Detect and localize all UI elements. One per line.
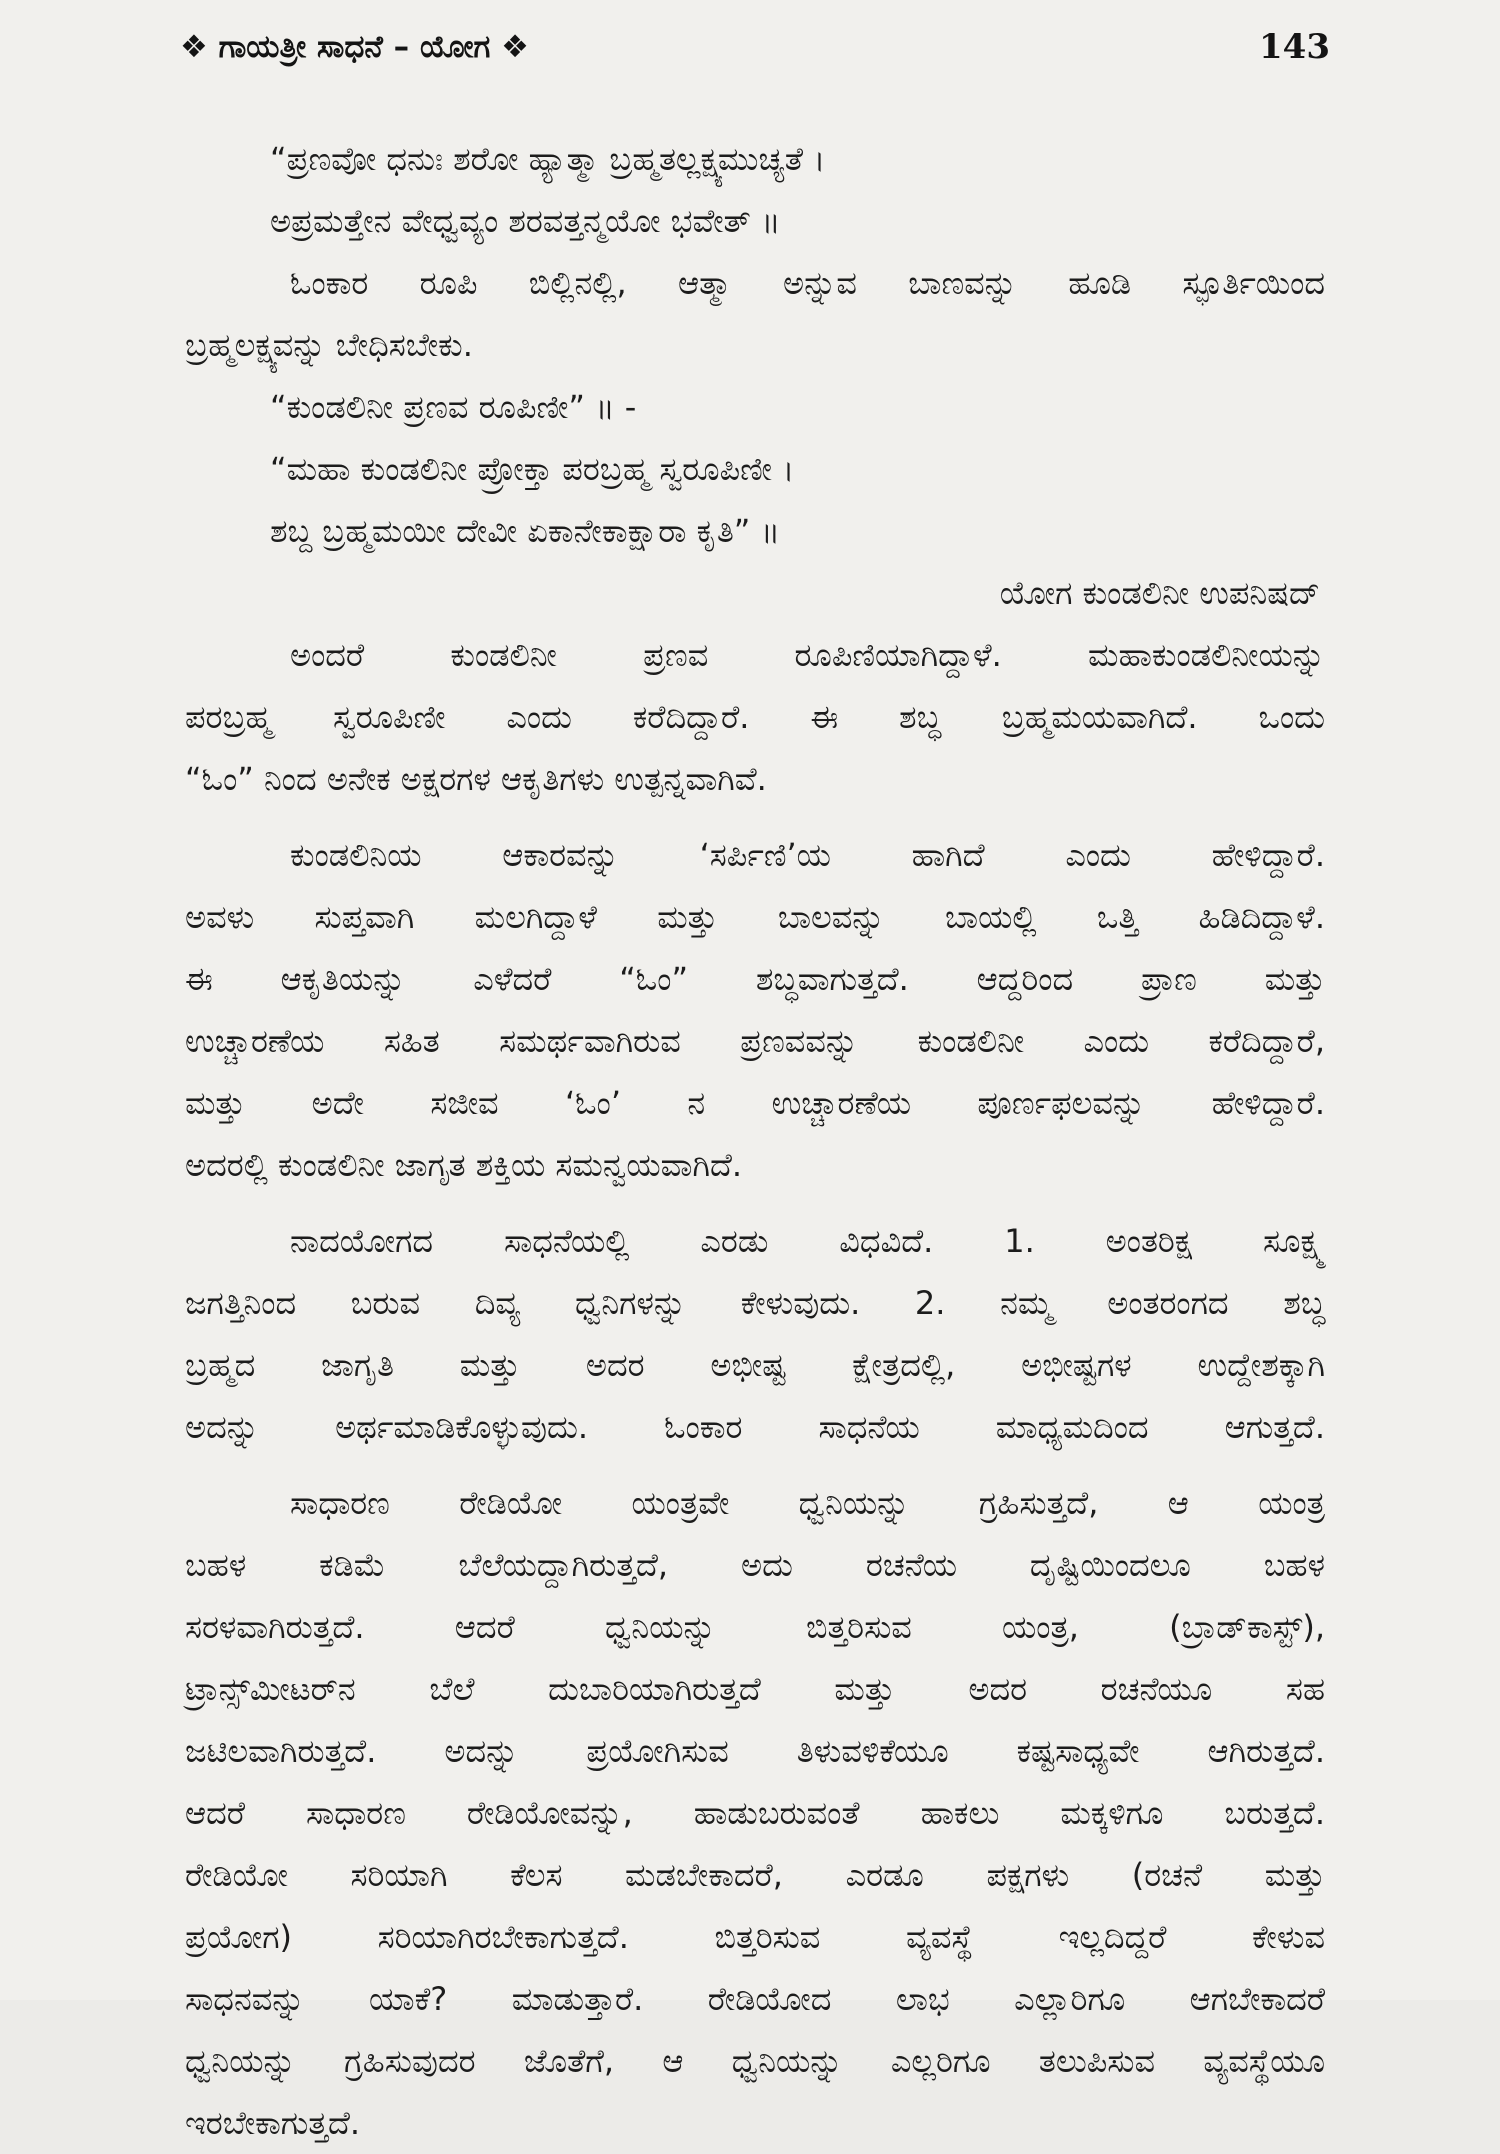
- text-line: ಈ ಆಕೃತಿಯನ್ನು ಎಳೆದರೆ “ಓಂ” ಶಬ್ಧವಾಗುತ್ತದೆ. ಆದ್ದರಿಂದ ಪ್ರಾಣ ಮತ್ತು: [185, 960, 1325, 998]
- text-line: ಸಾಧನವನ್ನು ಯಾಕೆ? ಮಾಡುತ್ತಾರೆ. ರೇಡಿಯೋದ ಲಾಭ ಎಲ್ಲಾರಿಗೂ ಆಗಬೇಕಾದರೆ: [185, 1980, 1325, 2018]
- verse-line: “ಕುಂಡಲಿನೀ ಪ್ರಣವ ರೂಪಿಣೀ” ॥ -: [270, 388, 637, 426]
- text-line: ಆದರೆ ಸಾಧಾರಣ ರೇಡಿಯೋವನ್ನು, ಹಾಡುಬರುವಂತೆ ಹಾಕಲು ಮಕ್ಕಳಿಗೂ ಬರುತ್ತದೆ.: [185, 1794, 1325, 1832]
- text-line: ಉಚ್ಚಾರಣೆಯ ಸಹಿತ ಸಮರ್ಥವಾಗಿರುವ ಪ್ರಣವವನ್ನು ಕುಂಡಲಿನೀ ಎಂದು ಕರೆದಿದ್ದಾರೆ,: [185, 1022, 1325, 1060]
- paragraph-2: [185, 824, 1325, 1196]
- text-line: ರೇಡಿಯೋ ಸರಿಯಾಗಿ ಕೆಲಸ ಮಡಬೇಕಾದರೆ, ಎರಡೂ ಪಕ್ಷಗಳು (ರಚನೆ ಮತ್ತು: [185, 1856, 1325, 1894]
- text-line: ಅದರಲ್ಲಿ ಕುಂಡಲಿನೀ ಜಾಗೃತ ಶಕ್ತಿಯ ಸಮನ್ವಯವಾಗಿದೆ.: [185, 1146, 743, 1184]
- text-line: ಮತ್ತು ಅದೇ ಸಜೀವ ‘ಓಂ’ ನ ಉಚ್ಚಾರಣೆಯ ಪೂರ್ಣಫಲವನ್ನು ಹೇಳಿದ್ದಾರೆ.: [185, 1084, 1325, 1122]
- explanation-paragraph: [185, 252, 1325, 376]
- text-line: ಪ್ರಯೋಗ) ಸರಿಯಾಗಿರಬೇಕಾಗುತ್ತದೆ. ಬಿತ್ತರಿಸುವ ವ್ಯವಸ್ಥೆ ಇಲ್ಲದಿದ್ದರೆ ಕೇಳುವ: [185, 1918, 1325, 1956]
- text-line: ಪರಬ್ರಹ್ಮ ಸ್ವರೂಪಿಣೀ ಎಂದು ಕರೆದಿದ್ದಾರೆ. ಈ ಶಬ್ಧ ಬ್ರಹ್ಮಮಯವಾಗಿದೆ. ಒಂದು: [185, 698, 1325, 736]
- paragraph-4: [185, 1472, 1325, 2154]
- text-line: ಇರಬೇಕಾಗುತ್ತದೆ.: [185, 2104, 361, 2142]
- text-line: ಜಗತ್ತಿನಿಂದ ಬರುವ ದಿವ್ಯ ಧ್ವನಿಗಳನ್ನು ಕೇಳುವುದು. 2. ನಮ್ಮ ಅಂತರಂಗದ ಶಬ್ಧ: [185, 1284, 1325, 1322]
- paragraph-1: [185, 624, 1325, 810]
- text-line: ಕುಂಡಲಿನಿಯ ಆಕಾರವನ್ನು ‘ಸರ್ಪಿಣಿ’ಯ ಹಾಗಿದೆ ಎಂದು ಹೇಳಿದ್ದಾರೆ.: [290, 836, 1325, 874]
- text-line: ಸಾಧಾರಣ ರೇಡಿಯೋ ಯಂತ್ರವೇ ಧ್ವನಿಯನ್ನು ಗ್ರಹಿಸುತ್ತದೆ, ಆ ಯಂತ್ರ: [290, 1484, 1325, 1522]
- text-line: “ಓಂ” ನಿಂದ ಅನೇಕ ಅಕ್ಷರಗಳ ಆಕೃತಿಗಳು ಉತ್ಪನ್ನವಾಗಿವೆ.: [185, 760, 767, 798]
- text-line: ಓಂಕಾರ ರೂಪಿ ಬಿಲ್ಲಿನಲ್ಲಿ, ಆತ್ಮಾ ಅನ್ನುವ ಬಾಣವನ್ನು ಹೂಡಿ ಸ್ಫೂರ್ತಿಯಿಂದ: [290, 264, 1325, 302]
- text-line: ಜಟಿಲವಾಗಿರುತ್ತದೆ. ಅದನ್ನು ಪ್ರಯೋಗಿಸುವ ತಿಳುವಳಿಕೆಯೂ ಕಷ್ಟಸಾಧ್ಯವೇ ಆಗಿರುತ್ತದೆ.: [185, 1732, 1325, 1770]
- running-title: ❖ ಗಾಯತ್ರೀ ಸಾಧನೆ – ಯೋಗ ❖: [180, 28, 529, 65]
- paragraph-3: [185, 1210, 1325, 1458]
- sanskrit-quote-2: [185, 376, 1325, 438]
- text-line: ಬ್ರಹ್ಮಲಕ್ಷ್ಯವನ್ನು ಬೇಧಿಸಬೇಕು.: [185, 326, 473, 364]
- text-line: ನಾದಯೋಗದ ಸಾಧನೆಯಲ್ಲಿ ಎರಡು ವಿಧವಿದೆ. 1. ಅಂತರಿಕ್ಷ ಸೂಕ್ಷ್ಮ: [290, 1222, 1325, 1260]
- text-line: ಬ್ರಹ್ಮದ ಜಾಗೃತಿ ಮತ್ತು ಅದರ ಅಭೀಷ್ಟ ಕ್ಷೇತ್ರದಲ್ಲಿ, ಅಭೀಷ್ಟಗಳ ಉದ್ದೇಶಕ್ಕಾಗಿ: [185, 1346, 1325, 1384]
- text-line: ಸರಳವಾಗಿರುತ್ತದೆ. ಆದರೆ ಧ್ವನಿಯನ್ನು ಬಿತ್ತರಿಸುವ ಯಂತ್ರ, (ಬ್ರಾಡ್‌ಕಾಸ್ಟ್),: [185, 1608, 1325, 1646]
- sanskrit-quote-3: [185, 438, 1325, 624]
- text-line: ಬಹಳ ಕಡಿಮೆ ಬೆಲೆಯದ್ದಾಗಿರುತ್ತದೆ, ಅದು ರಚನೆಯ ದೃಷ್ಟಿಯಿಂದಲೂ ಬಹಳ: [185, 1546, 1325, 1584]
- page-content: [185, 128, 1325, 2154]
- page-number: 143: [1259, 27, 1330, 67]
- verse-line: “ಮಹಾ ಕುಂಡಲಿನೀ ಪ್ರೋಕ್ತಾ ಪರಬ್ರಹ್ಮ ಸ್ವರೂಪಿಣೀ ।: [270, 450, 795, 488]
- text-line: ಟ್ರಾನ್ಸ್‌ಮೀಟರ್‌ನ ಬೆಲೆ ದುಬಾರಿಯಾಗಿರುತ್ತದೆ ಮತ್ತು ಅದರ ರಚನೆಯೂ ಸಹ: [185, 1670, 1325, 1708]
- verse-line: ಅಪ್ರಮತ್ತೇನ ವೇಧ್ವವ್ಯಂ ಶರವತ್ತನ್ಮಯೋ ಭವೇತ್ ॥: [270, 202, 781, 240]
- quote-source: ಯೋಗ ಕುಂಡಲಿನೀ ಉಪನಿಷದ್: [999, 574, 1320, 612]
- verse-line: ಶಬ್ದ ಬ್ರಹ್ಮಮಯೀ ದೇವೀ ಏಕಾನೇಕಾಕ್ಷಾರಾ ಕೃತಿ” ॥: [270, 512, 781, 550]
- verse-line: “ಪ್ರಣವೋ ಧನುಃ ಶರೋ ಹ್ಯಾತ್ಮಾ ಬ್ರಹ್ಮತಲ್ಲಕ್ಷ್ಯಮುಚ್ಯತೆ ।: [270, 140, 826, 178]
- text-line: ಅವಳು ಸುಪ್ತವಾಗಿ ಮಲಗಿದ್ದಾಳೆ ಮತ್ತು ಬಾಲವನ್ನು ಬಾಯಲ್ಲಿ ಒತ್ತಿ ಹಿಡಿದಿದ್ದಾಳೆ.: [185, 898, 1325, 936]
- text-line: ಅಂದರೆ ಕುಂಡಲಿನೀ ಪ್ರಣವ ರೂಪಿಣಿಯಾಗಿದ್ದಾಳೆ. ಮಹಾಕುಂಡಲಿನೀಯನ್ನು: [290, 636, 1325, 674]
- sanskrit-quote-1: [185, 128, 1325, 252]
- text-line: ಅದನ್ನು ಅರ್ಥಮಾಡಿಕೊಳ್ಳುವುದು. ಓಂಕಾರ ಸಾಧನೆಯ ಮಾಧ್ಯಮದಿಂದ ಆಗುತ್ತದೆ.: [185, 1408, 1325, 1446]
- page-header: [180, 22, 1330, 72]
- text-line: ಧ್ವನಿಯನ್ನು ಗ್ರಹಿಸುವುದರ ಜೊತೆಗೆ, ಆ ಧ್ವನಿಯನ್ನು ಎಲ್ಲರಿಗೂ ತಲುಪಿಸುವ ವ್ಯವಸ್ಥೆಯೂ: [185, 2042, 1325, 2080]
